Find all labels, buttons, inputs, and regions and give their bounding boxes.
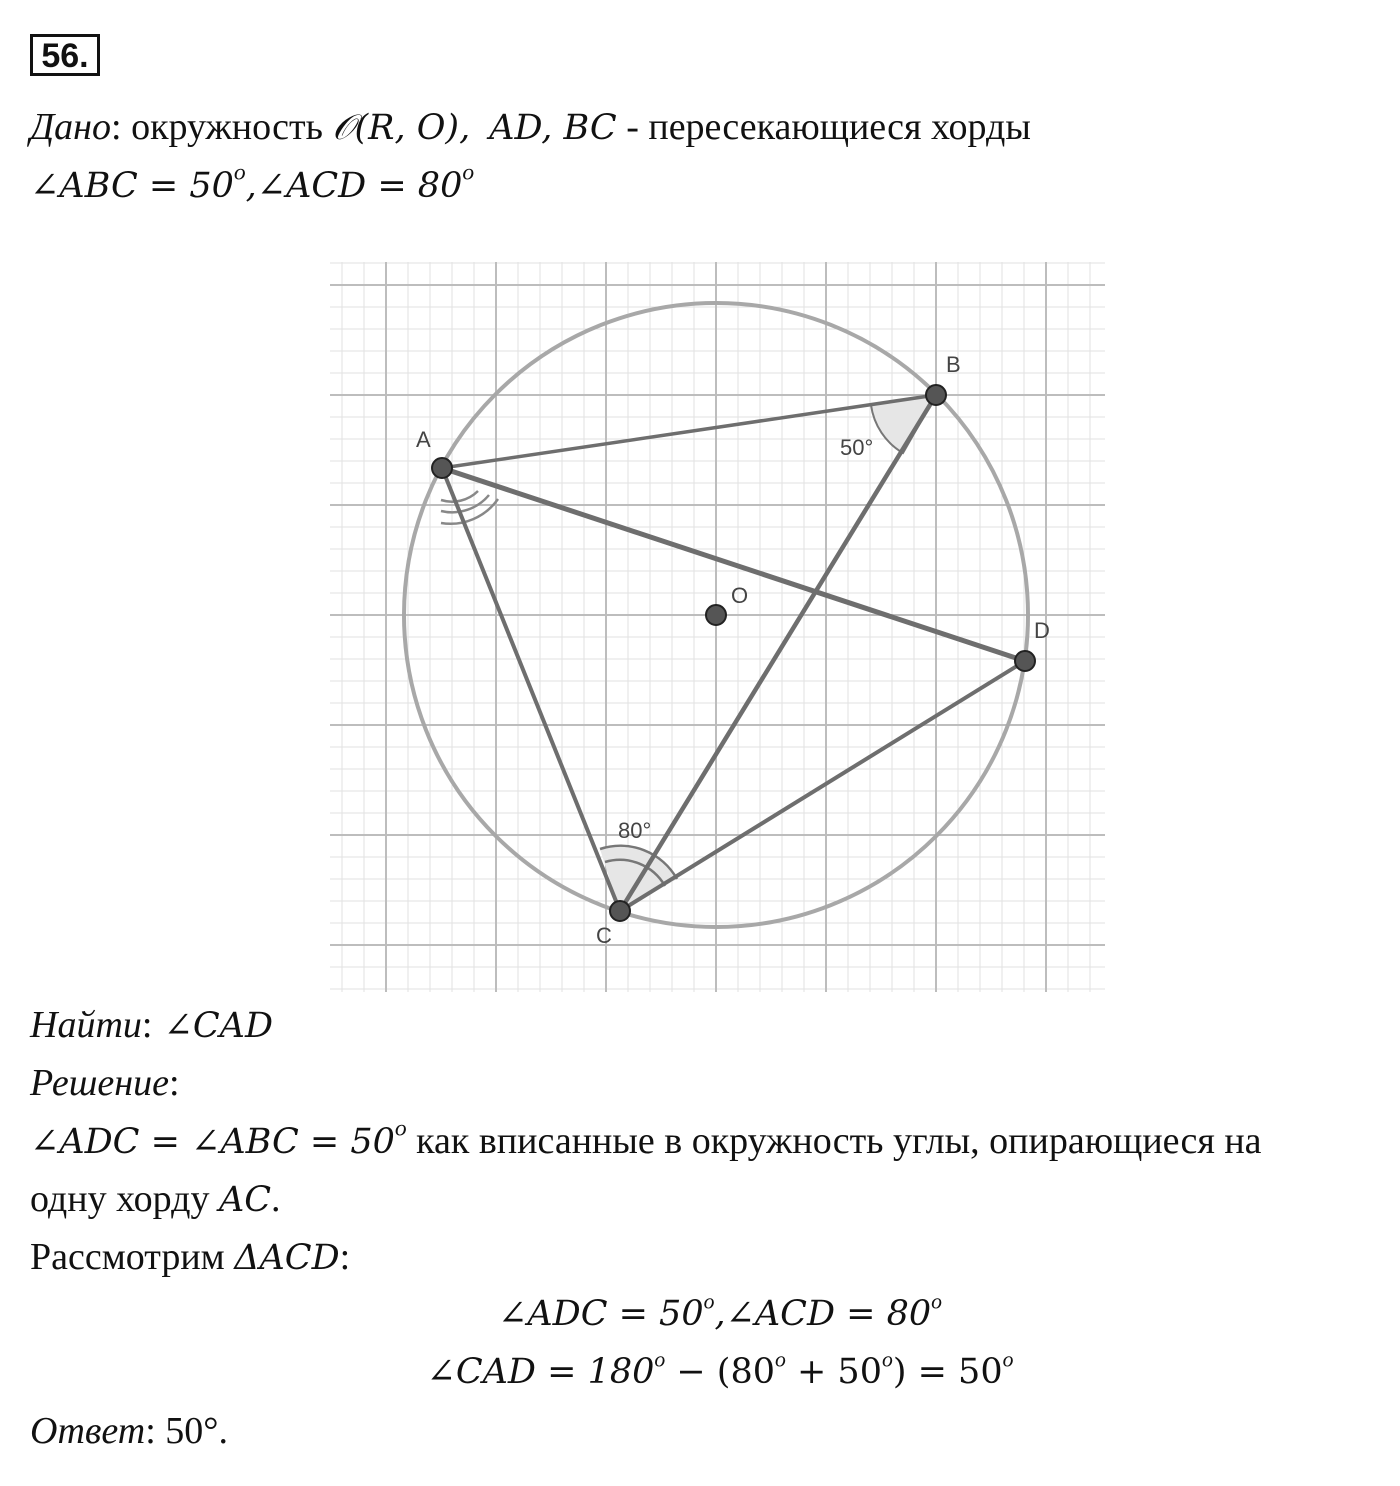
- segment-cd: [620, 661, 1025, 911]
- angle-marker-a-inner: [441, 491, 478, 502]
- degree-mark: o: [703, 1289, 715, 1314]
- answer-line: [30, 1412, 228, 1450]
- point-b: [926, 385, 946, 405]
- problem-number: 56.: [30, 34, 100, 76]
- solution-colon: :: [168, 1062, 180, 1104]
- find-target: ∠CAD: [152, 1006, 274, 1046]
- label-d: D: [1034, 618, 1050, 643]
- find-colon: :: [141, 1004, 153, 1046]
- given-angle-abc: ∠ABC = 50: [30, 166, 234, 206]
- consider-math: ΔACD: [234, 1238, 340, 1278]
- answer-colon: :: [145, 1410, 156, 1452]
- degree-mark: o: [931, 1289, 942, 1314]
- solution-step1-line2: [30, 1180, 281, 1218]
- segment-ac: [442, 468, 620, 911]
- step1-line2-text: одну хорду: [30, 1178, 219, 1220]
- degree-mark: o: [233, 159, 246, 186]
- given-text-circle: окружность: [121, 106, 333, 148]
- eq2-part-b: − (80: [665, 1352, 775, 1392]
- degree-mark: o: [654, 1347, 666, 1372]
- equation-2: [0, 1347, 1400, 1392]
- degree-mark: o: [775, 1347, 786, 1372]
- given-line: [30, 108, 1031, 146]
- step1-line2-end: .: [271, 1178, 281, 1220]
- eq2-part-d: ) = 50: [892, 1352, 1003, 1392]
- consider-text: Рассмотрим: [30, 1236, 235, 1278]
- point-o: [706, 605, 726, 625]
- degree-mark: o: [394, 1115, 407, 1142]
- segment-ad: [442, 468, 1025, 661]
- eq2-part-c: + 50: [785, 1352, 882, 1392]
- angle-label-b: 50°: [840, 435, 874, 460]
- point-c: [610, 901, 630, 921]
- given-angles-line: [30, 159, 475, 206]
- given-angle-acd: ,∠ACD = 80: [245, 166, 463, 206]
- circle-notation: 𝒪(R, O),: [332, 108, 471, 148]
- geometry-figure: [330, 262, 1105, 992]
- answer-value: 50°.: [155, 1410, 228, 1452]
- grid: [330, 262, 1105, 992]
- find-label: Найти: [30, 1004, 142, 1046]
- given-colon: :: [111, 106, 122, 148]
- degree-mark: o: [1002, 1347, 1014, 1372]
- given-text-chords: - пересекающиеся хорды: [616, 106, 1031, 148]
- step1-math: ∠ADC = ∠ABC = 50: [30, 1122, 395, 1162]
- degree-mark: o: [462, 159, 475, 186]
- step1-text: как вписанные в окружность углы, опирающиеся на: [406, 1120, 1262, 1162]
- label-b: B: [946, 352, 961, 377]
- label-o: O: [731, 583, 749, 608]
- eq2-part-a: ∠CAD = 180: [426, 1352, 655, 1392]
- answer-label: Ответ: [30, 1410, 146, 1452]
- degree-mark: o: [881, 1347, 893, 1372]
- point-a: [432, 458, 452, 478]
- solution-step1: [30, 1115, 1262, 1162]
- step1-line2-math: AC: [218, 1180, 272, 1220]
- solution-consider: [30, 1238, 350, 1276]
- eq1-part-a: ∠ADC = 50: [498, 1294, 704, 1334]
- segment-bc: [620, 395, 936, 911]
- consider-end: :: [339, 1236, 351, 1278]
- point-d: [1015, 651, 1035, 671]
- chords-notation: AD, BC: [489, 108, 617, 148]
- label-a: A: [416, 427, 431, 452]
- label-c: C: [596, 923, 612, 948]
- solution-heading: [30, 1064, 180, 1102]
- angle-label-c: 80°: [618, 818, 652, 843]
- equation-1: [0, 1289, 1400, 1334]
- solution-label: Решение: [30, 1062, 169, 1104]
- angle-marker-a-mid: [441, 495, 489, 512]
- given-label: Дано: [30, 106, 112, 148]
- find-line: [30, 1006, 273, 1044]
- eq1-part-b: ,∠ACD = 80: [714, 1294, 932, 1334]
